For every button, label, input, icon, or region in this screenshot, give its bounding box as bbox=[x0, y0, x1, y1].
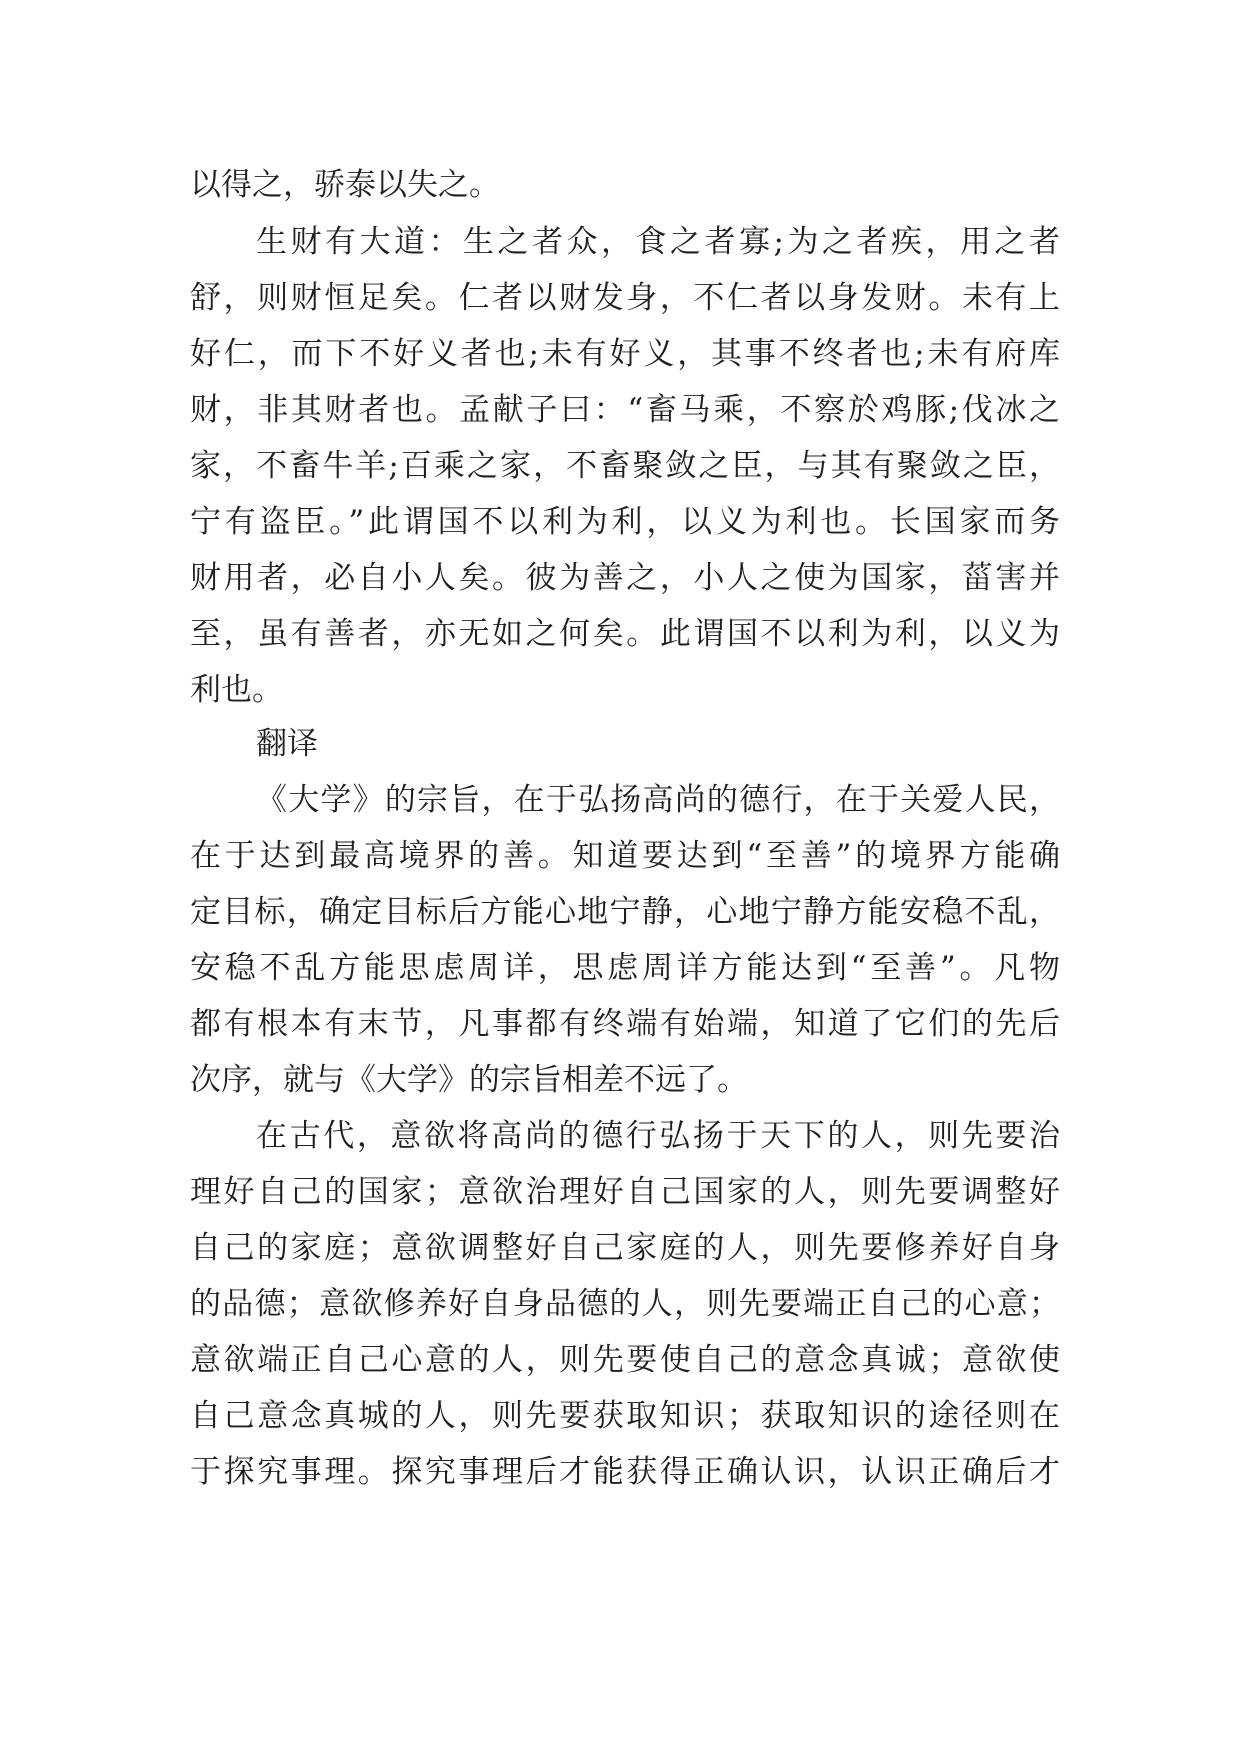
text-line: 自己意念真城的人，则先要获取知识；获取知识的途径则在 bbox=[190, 1398, 1060, 1434]
text-line: 理好自己的国家；意欲治理好自己国家的人，则先要调整好 bbox=[190, 1174, 1060, 1210]
paragraph-first-line: 生财有大道：生之者众，食之者寡;为之者疾，用之者 bbox=[256, 224, 1060, 260]
text-line: 都有根本有末节，凡事都有终端有始端，知道了它们的先后 bbox=[190, 1006, 1060, 1042]
text-line: 至，虽有善者，亦无如之何矣。此谓国不以利为利，以义为 bbox=[190, 616, 1060, 652]
section-heading-translation: 翻译 bbox=[256, 726, 318, 762]
text-line: 利也。 bbox=[190, 672, 283, 708]
text-line: 自己的家庭；意欲调整好自己家庭的人，则先要修养好自身 bbox=[190, 1230, 1060, 1266]
paragraph-first-line: 在古代，意欲将高尚的德行弘扬于天下的人，则先要治 bbox=[256, 1118, 1060, 1154]
text-line: 于探究事理。探究事理后才能获得正确认识，认识正确后才 bbox=[190, 1454, 1060, 1490]
text-line: 家，不畜牛羊;百乘之家，不畜聚敛之臣，与其有聚敛之臣， bbox=[190, 448, 1060, 484]
text-line: 好仁，而下不好义者也;未有好义，其事不终者也;未有府库 bbox=[190, 336, 1060, 372]
text-line: 安稳不乱方能思虑周详，思虑周详方能达到“至善”。凡物 bbox=[190, 950, 1060, 986]
text-line: 定目标，确定目标后方能心地宁静，心地宁静方能安稳不乱， bbox=[190, 894, 1060, 930]
text-line: 在于达到最高境界的善。知道要达到“至善”的境界方能确 bbox=[190, 838, 1060, 874]
text-line: 次序，就与《大学》的宗旨相差不远了。 bbox=[190, 1062, 748, 1098]
text-line: 财用者，必自小人矣。彼为善之，小人之使为国家，菑害并 bbox=[190, 560, 1060, 596]
text-line: 的品德；意欲修养好自身品德的人，则先要端正自己的心意； bbox=[190, 1286, 1060, 1322]
text-line: 宁有盗臣。”此谓国不以利为利，以义为利也。长国家而务 bbox=[190, 504, 1060, 540]
text-line: 舒，则财恒足矣。仁者以财发身，不仁者以身发财。未有上 bbox=[190, 280, 1060, 316]
paragraph-first-line: 《大学》的宗旨，在于弘扬高尚的德行，在于关爱人民， bbox=[256, 782, 1060, 818]
text-line: 财，非其财者也。孟献子曰：“畜马乘，不察於鸡豚;伐冰之 bbox=[190, 392, 1060, 428]
text-line: 意欲端正自己心意的人，则先要使自己的意念真诚；意欲使 bbox=[190, 1342, 1060, 1378]
text-line: 以得之，骄泰以失之。 bbox=[190, 167, 500, 203]
